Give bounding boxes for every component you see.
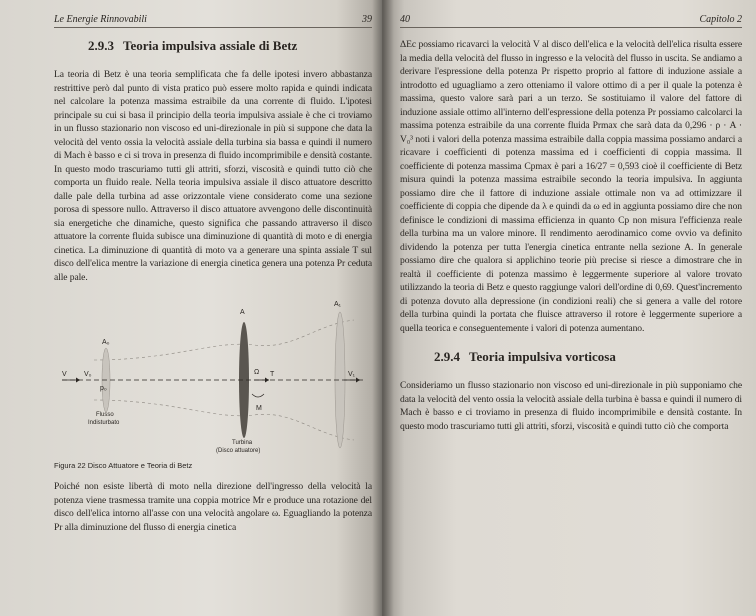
left-running-head [54, 14, 372, 28]
section-title: Teoria impulsiva assiale di Betz [123, 38, 298, 53]
paragraph-vorticosa-intro: Consideriamo un flusso stazionario non viscoso ed uni-direzionale in più supponiamo che data la velocità del vento ossia la velocità assiale della turbina è bassa e quindi il numero di Mach è basso e ci troviamo in presenza di fluido incomprimibile e densità costante. In questo modo trascuriamo tutti gli attriti, sforzi, viscosità e quindi tutto ciò che comporta [400, 380, 742, 432]
paragraph-betz-power: Poiché non esiste libertà di moto nella direzione dell'ingresso della velocità la potenza viene trasmessa tramite una coppia motrice Mr e produce una rotazione del disco dell'elica intorno all'asse con una velocità angolare ω. Eguagliando la potenza Pr alla diminuzione del flusso di energia cinetica [54, 481, 372, 533]
figure-caption: Figura 22 Disco Attuatore e Teoria di Betz [54, 461, 193, 470]
label-A0: A₀ [102, 339, 110, 346]
label-V0: V₀ [84, 371, 92, 378]
book-gutter [372, 0, 394, 616]
velocity-arrowhead-V [76, 378, 80, 383]
right-page-number: 40 [400, 14, 410, 25]
label-M: M [256, 405, 262, 412]
right-running-head [400, 14, 742, 28]
left-running-title: Le Energie Rinnovabili [54, 14, 147, 25]
section-heading-vorticosa [434, 349, 742, 365]
label-p0: p₀ [100, 385, 107, 392]
label-T: T [270, 371, 275, 378]
streamtube-lower [94, 400, 354, 440]
label-turbina: Turbina [232, 440, 253, 446]
paragraph-betz-intro: La teoria di Betz è una teoria semplificata che fa delle ipotesi invero abbastanza restrittive però dal punto di vista pratico può essere molto rapida e quindi indicata nel calcolare la potenza massima estraibile da una corrente di fluido. L'ipotesi principale su cui si basa il principio della teoria impulsiva assiale è che ci troviamo in un flusso stazionario non viscoso ed uni-direzionale in più si suppone che data la velocità del vento ossia la velocità assiale della turbina sia bassa e quindi il numero di Mach è basso e ci si trova in presenza di fluido incomprimibile e densità costante. In questo modo trascuriamo tutti gli attriti, sforzi, viscosità e quindi tutto ciò che comporta un fluido reale. Nella teoria impulsiva assiale il disco attuatore descritto dalle pale della turbina ad asse orizzontale viene considerato come una sezione porosa di spessore nullo. Attraverso il disco attuatore avvengono delle discontinuità sia energetiche che dinamiche, questo significa che passando attraverso il disco attuatore la corrente fluida subisce una diminuzione di quantità di moto e di energia cinetica. La diminuzione di quantità di moto va a generare una spinta assiale T sul disco dell'elica mentre la variazione di energia cinetica genera una potenza Pr ceduta alle pale. [54, 69, 372, 283]
velocity-arrowhead-V1 [356, 378, 360, 383]
actuator-disc-diagram [54, 290, 372, 455]
section-number: 2.9.3 [88, 38, 114, 53]
label-A1: A₁ [334, 301, 342, 308]
right-page [382, 0, 756, 616]
label-indisturbato: Indisturbato [88, 420, 120, 426]
rotation-arc [252, 394, 264, 397]
label-V: V [62, 371, 67, 378]
label-flusso: Flusso [96, 412, 114, 418]
paragraph-betz-derivation: ΔEc possiamo ricavarci la velocità V al disco dell'elica e la velocità dell'elica risulta essere la media della velocità del flusso in ingresso e la velocità del flusso in uscita. Se andiamo a derivare l'espressione della potenza Pr rispetto proprio al fattore di induzione assiale a introdotto ed uguagliamo a zero otteniamo il valore ottimo di a per il quale la potenza è massima, questo valore sarà pari a un terzo. Se sostituiamo il valore del fattore di induzione assiale ottimo all'interno dell'espressione della potenza Pr possiamo calcolarci la massima potenza estraibile da una corrente fluida Prmax che sarà data da 0,296 · ρ · A · V₀³ noti i valori della potenza massima estraibile dalla coppia massima possiamo andarci a ricavare i coefficienti di potenza massima ed i coefficienti di coppia massima. Il coefficiente di potenza massima Cpmax è pari a 16/27 = 0,593 cioè il coefficiente di Betz misura quindi la potenza massima estraibile secondo la teoria impulsiva. In aggiunta possiamo dire che il fattore di induzione assiale ottimale non va ad ottimizzare il coefficiente di coppia che dipende da λ e quindi da ω ed in aggiunta possiamo dire che non definisce le condizioni di massima efficienza in quanto Cp non misura l'efficienza reale della turbina ma un valore minore. Il rendimento aerodinamico come ovvio va definito dividendo la potenza per tutta l'energia cinetica entrante nella sezione A. In generale possiamo dire che qualora si applichino teorie più precise si riesce a dimostrare che in realtà il coefficiente di potenza massimo è leggermente superiore al valore trovato utilizzando la teoria di Betz e questo raggiunge valori dell'ordine di 0,69. Quest'incremento di potenza dovuto alla depressione (in condizioni reali) che si genera a valle del rotore della turbina quindi la portata che fluisce attraverso il rotore è leggermente superiore a quella teorica e conseguentemente i valori di potenza aumentano. [400, 39, 742, 334]
label-omega: Ω [254, 369, 260, 376]
label-A: A [240, 309, 245, 316]
streamtube-upper [94, 320, 354, 360]
section-heading-betz [88, 38, 372, 54]
label-disco-attuatore: (Disco attuatore) [216, 448, 261, 454]
thrust-arrowhead [265, 378, 269, 383]
label-V1: V₁ [348, 371, 356, 378]
right-running-title: Capitolo 2 [699, 14, 742, 25]
left-page-number: 39 [362, 14, 372, 25]
section-number-2: 2.9.4 [434, 349, 460, 364]
section-title-2: Teoria impulsiva vorticosa [469, 349, 616, 364]
figure-actuator-disc [54, 290, 372, 455]
